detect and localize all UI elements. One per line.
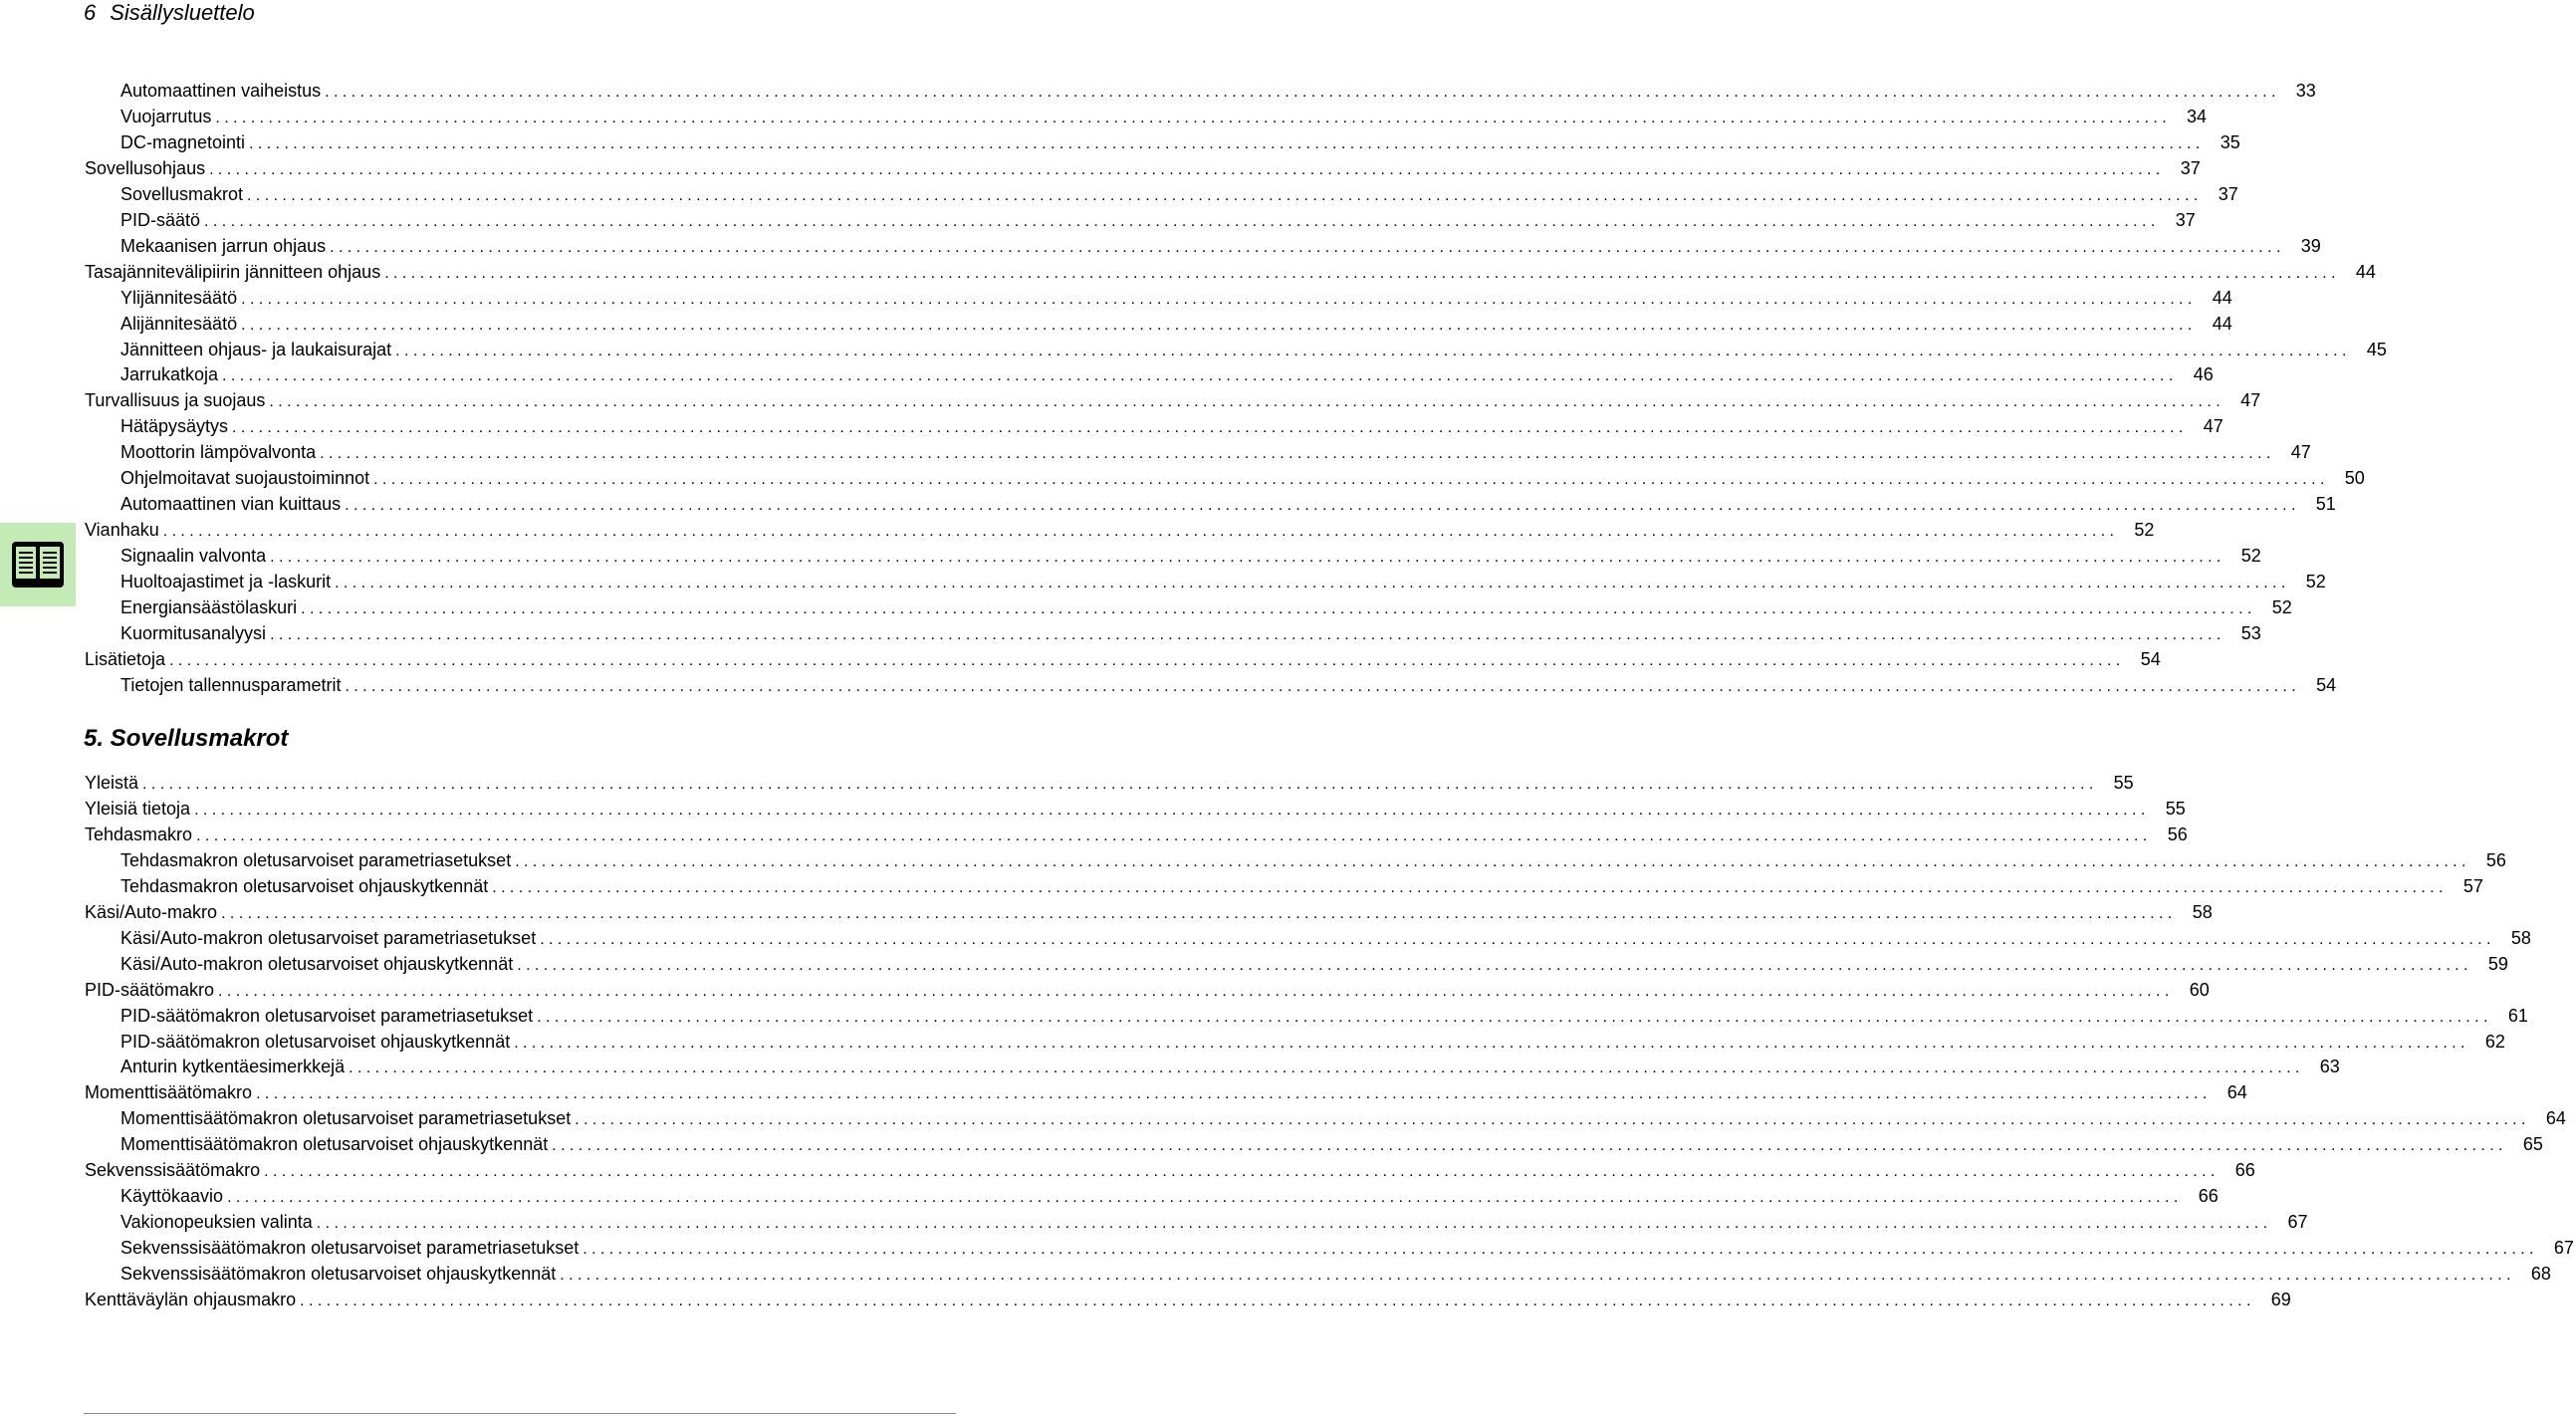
toc-entry-label: Kenttäväylän ohjausmakro	[85, 1290, 297, 1309]
toc-dot-leader: ..............................................................................................................................................................................................................................	[222, 367, 2178, 385]
toc-entry-page: 62	[2484, 1031, 2505, 1052]
toc-entry[interactable]	[120, 571, 2326, 592]
page-header	[84, 0, 255, 26]
toc-entry-label: Mekaanisen jarrun ohjaus	[120, 235, 327, 256]
toc-dot-leader: ..............................................................................................................................................................................................................................	[204, 212, 2160, 230]
toc-entry[interactable]	[120, 953, 2508, 975]
toc-entry-label: Hätäpysäytys	[120, 416, 229, 437]
toc-dot-leader: ..............................................................................................................................................................................................................................	[335, 575, 2290, 592]
toc-entry-label: Momenttisäätömakron oletusarvoiset ohjauskytkennät	[120, 1134, 549, 1155]
toc-entry-page: 64	[2545, 1108, 2566, 1129]
toc-entry[interactable]	[120, 596, 2292, 618]
toc-dot-leader: ..............................................................................................................................................................................................................................	[552, 1137, 2507, 1155]
toc-dot-leader: ..............................................................................................................................................................................................................................	[583, 1241, 2538, 1259]
toc-dot-leader: ..............................................................................................................................................................................................................................	[196, 826, 2152, 844]
toc-entry-page: 69	[2270, 1290, 2291, 1309]
toc-entry-label: Sovellusmakrot	[120, 183, 244, 204]
toc-entry-page: 66	[2234, 1160, 2255, 1181]
toc-entry-page: 33	[2295, 81, 2316, 101]
toc-entry[interactable]	[120, 545, 2261, 567]
toc-entry[interactable]	[85, 979, 2210, 1001]
toc-dot-leader: ..............................................................................................................................................................................................................................	[320, 445, 2275, 463]
toc-entry-label: Alijännitesäätö	[120, 313, 238, 334]
toc-dot-leader: ..............................................................................................................................................................................................................................	[373, 471, 2329, 489]
toc-entry-label: Vakionopeuksien valinta	[120, 1212, 313, 1233]
toc-dot-leader: ..............................................................................................................................................................................................................................	[575, 1111, 2530, 1129]
toc-dot-leader: ..............................................................................................................................................................................................................................	[218, 982, 2174, 1000]
page-title: Sisällysluettelo	[110, 0, 255, 25]
toc-entry-label: Tehdasmakron oletusarvoiset parametriasetukset	[120, 849, 512, 870]
toc-entry-page: 63	[2319, 1057, 2340, 1077]
toc-entry[interactable]	[120, 849, 2506, 871]
toc-entry-page: 66	[2198, 1186, 2219, 1207]
toc-entry-label: Vianhaku	[85, 520, 159, 541]
toc-entry-label: Vuojarrutus	[120, 106, 212, 126]
toc-dot-leader: ..............................................................................................................................................................................................................................	[247, 186, 2203, 204]
toc-dot-leader: ..............................................................................................................................................................................................................................	[325, 84, 2280, 101]
toc-entry[interactable]	[120, 415, 2224, 437]
toc-dot-leader: ..............................................................................................................................................................................................................................	[345, 497, 2300, 515]
toc-entry-label: Momenttisäätömakron oletusarvoiset parametriasetukset	[120, 1108, 572, 1129]
toc-entry-page: 53	[2240, 622, 2261, 643]
toc-dot-leader: ..............................................................................................................................................................................................................................	[232, 419, 2188, 437]
footer-rule	[84, 1413, 956, 1414]
toc-entry[interactable]	[120, 209, 2196, 231]
toc-entry-page: 52	[2240, 546, 2261, 567]
toc-entry-page: 68	[2530, 1264, 2551, 1285]
toc-dot-leader: ..............................................................................................................................................................................................................................	[345, 677, 2301, 695]
toc-dot-leader: ..............................................................................................................................................................................................................................	[241, 316, 2197, 334]
toc-dot-leader: ..............................................................................................................................................................................................................................	[537, 1008, 2492, 1026]
toc-entry[interactable]	[120, 80, 2316, 102]
toc-entry-label: PID-säätömakro	[85, 979, 215, 1000]
toc-entry-page: 37	[2218, 183, 2238, 204]
toc-entry-page: 59	[2487, 953, 2508, 974]
toc-entry-label: Jännitteen ohjaus- ja laukaisurajat	[120, 339, 392, 359]
toc-entry-page: 52	[2305, 572, 2326, 592]
toc-entry[interactable]	[120, 106, 2208, 127]
toc-dot-leader: ..............................................................................................................................................................................................................................	[249, 134, 2205, 152]
toc-entry-label: Sekvenssisäätömakron oletusarvoiset ohjauskytkennät	[120, 1264, 557, 1285]
toc-entry-label: Moottorin lämpövalvonta	[120, 442, 317, 463]
toc-entry-label: Automaattinen vaiheistus	[120, 81, 322, 101]
toc-entry-label: Energiansäästölaskuri	[120, 597, 298, 617]
toc-entry-page: 64	[2226, 1082, 2247, 1103]
toc-entry-label: Jarrukatkoja	[120, 364, 219, 385]
toc-dot-leader: ..............................................................................................................................................................................................................................	[142, 776, 2098, 793]
toc-entry-page: 65	[2522, 1134, 2543, 1155]
toc-entry-label: Yleisiä tietoja	[85, 798, 191, 819]
toc-entry-label: PID-säätömakron oletusarvoiset parametriasetukset	[120, 1005, 534, 1026]
toc-entry-label: Ylijännitesäätö	[120, 287, 238, 308]
toc-dot-leader: ..............................................................................................................................................................................................................................	[514, 1034, 2469, 1052]
toc-entry[interactable]	[85, 798, 2186, 820]
toc-entry[interactable]	[120, 339, 2387, 360]
toc-entry-page: 61	[2507, 1005, 2528, 1026]
toc-dot-leader: ..............................................................................................................................................................................................................................	[162, 523, 2119, 541]
toc-entry-label: Sovellusohjaus	[85, 157, 206, 178]
toc-entry[interactable]	[85, 157, 2201, 179]
toc-entry[interactable]	[120, 1056, 2340, 1077]
toc-entry[interactable]	[120, 674, 2337, 696]
toc-entry[interactable]	[85, 1289, 2291, 1310]
toc-entry[interactable]	[120, 1185, 2219, 1207]
toc-dot-leader: ..............................................................................................................................................................................................................................	[215, 109, 2172, 126]
page-number: 6	[84, 0, 97, 25]
book-tab[interactable]	[0, 523, 76, 606]
toc-dot-leader: ..............................................................................................................................................................................................................................	[316, 1215, 2272, 1233]
toc-entry[interactable]	[120, 1237, 2574, 1259]
toc-entry-label: Automaattinen vian kuittaus	[120, 494, 342, 515]
toc-entry[interactable]	[85, 1081, 2247, 1103]
toc-entry[interactable]	[120, 235, 2321, 257]
toc-entry-page: 44	[2212, 287, 2232, 308]
toc-entry-page: 44	[2355, 261, 2376, 282]
toc-entry-page: 52	[2134, 520, 2155, 541]
toc-entry-page: 47	[2203, 416, 2224, 437]
toc-entry-label: Tasajännitevälipiirin jännitteen ohjaus	[85, 261, 381, 282]
toc-entry-page: 39	[2300, 235, 2321, 256]
toc-entry[interactable]	[85, 261, 2376, 283]
toc-entry[interactable]	[120, 1107, 2566, 1129]
toc-entry-label: Tehdasmakron oletusarvoiset ohjauskytkennät	[120, 875, 489, 896]
toc-entry[interactable]	[120, 493, 2336, 515]
toc-dot-leader: ..............................................................................................................................................................................................................................	[269, 393, 2225, 411]
toc-entry-page: 55	[2165, 798, 2186, 819]
toc-dot-leader: ..............................................................................................................................................................................................................................	[517, 956, 2472, 974]
toc-entry-label: Ohjelmoitavat suojaustoiminnot	[120, 468, 370, 489]
toc-dot-leader: ..............................................................................................................................................................................................................................	[300, 1293, 2255, 1309]
toc-entry-label: Yleistä	[85, 773, 139, 793]
toc-entry[interactable]	[120, 1133, 2543, 1155]
toc-entry-page: 34	[2187, 106, 2208, 126]
toc-entry[interactable]	[120, 441, 2311, 463]
toc-dot-leader: ..............................................................................................................................................................................................................................	[492, 878, 2448, 896]
toc-entry-label: Turvallisuus ja suojaus	[85, 390, 266, 411]
toc-entry-page: 56	[2485, 849, 2506, 870]
toc-entry-page: 37	[2175, 209, 2196, 230]
toc-entry-page: 45	[2366, 339, 2387, 359]
toc-entry[interactable]	[120, 467, 2365, 489]
toc-entry[interactable]	[120, 875, 2483, 897]
toc-entry-page: 47	[2290, 442, 2311, 463]
toc-entry-page: 44	[2212, 313, 2232, 334]
toc-entry-page: 57	[2462, 875, 2483, 896]
toc-entry-label: Huoltoajastimet ja -laskurit	[120, 572, 332, 592]
toc-dot-leader: ..............................................................................................................................................................................................................................	[515, 852, 2470, 870]
toc-entry-label: Käsi/Auto-makro	[85, 901, 218, 922]
toc-dot-leader: ..............................................................................................................................................................................................................................	[560, 1267, 2515, 1285]
toc-entry-label: Momenttisäätömakro	[85, 1082, 253, 1103]
toc-entry[interactable]	[85, 1159, 2255, 1181]
toc-entry-label: Tehdasmakro	[85, 824, 193, 844]
toc-dot-leader: ..............................................................................................................................................................................................................................	[270, 549, 2225, 567]
toc-entry-page: 55	[2113, 773, 2134, 793]
toc-entry[interactable]	[120, 183, 2238, 205]
toc-entry-page: 67	[2553, 1238, 2574, 1259]
section-heading: 5. Sovellusmakrot	[84, 725, 289, 752]
toc-entry[interactable]	[120, 1031, 2505, 1053]
toc-entry[interactable]	[120, 1211, 2308, 1233]
toc-entry-page: 58	[2510, 927, 2531, 948]
toc-entry[interactable]	[85, 389, 2261, 411]
toc-entry[interactable]	[120, 313, 2232, 335]
toc-entry[interactable]	[85, 648, 2161, 670]
toc-dot-leader: ..............................................................................................................................................................................................................................	[301, 600, 2256, 617]
book-icon	[12, 542, 64, 588]
toc-entry-label: PID-säätö	[120, 209, 201, 230]
toc-dot-leader: ..............................................................................................................................................................................................................................	[169, 651, 2125, 669]
toc-dot-leader: ..............................................................................................................................................................................................................................	[256, 1085, 2212, 1103]
toc-entry-label: Sekvenssisäätömakron oletusarvoiset parametriasetukset	[120, 1238, 580, 1259]
toc-entry-label: Sekvenssisäätömakro	[85, 1160, 261, 1181]
toc-entry-label: DC-magnetointi	[120, 131, 246, 152]
toc-dot-leader: ..............................................................................................................................................................................................................................	[194, 801, 2150, 819]
toc-entry-page: 51	[2315, 494, 2336, 515]
toc-dot-leader: ..............................................................................................................................................................................................................................	[221, 904, 2177, 922]
toc-dot-leader: ..............................................................................................................................................................................................................................	[349, 1060, 2304, 1077]
toc-entry[interactable]	[85, 901, 2213, 923]
toc-entry[interactable]	[120, 1005, 2528, 1027]
toc-entry[interactable]	[120, 927, 2531, 949]
toc-entry-page: 56	[2167, 824, 2188, 844]
toc-entry-page: 50	[2344, 468, 2365, 489]
toc-entry-page: 37	[2180, 157, 2201, 178]
toc-entry-page: 47	[2240, 390, 2261, 411]
toc-entry-page: 60	[2189, 979, 2210, 1000]
toc-entry-label: Kuormitusanalyysi	[120, 622, 267, 643]
toc-entry-page: 67	[2287, 1212, 2308, 1233]
toc-entry[interactable]	[120, 1263, 2551, 1285]
toc-dot-leader: ..............................................................................................................................................................................................................................	[330, 238, 2285, 256]
toc-dot-leader: ..............................................................................................................................................................................................................................	[384, 264, 2340, 282]
toc-entry[interactable]	[120, 131, 2240, 153]
toc-entry[interactable]	[120, 363, 2214, 385]
toc-dot-leader: ..............................................................................................................................................................................................................................	[209, 160, 2165, 178]
toc-dot-leader: ..............................................................................................................................................................................................................................	[227, 1189, 2183, 1207]
toc-entry[interactable]	[85, 824, 2188, 845]
toc-entry-page: 35	[2220, 131, 2240, 152]
toc-dot-leader: ..............................................................................................................................................................................................................................	[540, 930, 2495, 948]
toc-dot-leader: ..............................................................................................................................................................................................................................	[264, 1163, 2220, 1181]
toc-entry[interactable]	[120, 287, 2232, 309]
toc-entry-page: 52	[2271, 597, 2292, 617]
toc-dot-leader: ..............................................................................................................................................................................................................................	[270, 625, 2225, 643]
toc-entry[interactable]	[85, 772, 2134, 794]
toc-entry-label: Käyttökaavio	[120, 1186, 224, 1207]
toc-dot-leader: ..............................................................................................................................................................................................................................	[395, 342, 2351, 359]
toc-entry[interactable]	[85, 519, 2155, 541]
toc-entry-page: 54	[2140, 648, 2161, 669]
toc-dot-leader: ..............................................................................................................................................................................................................................	[241, 290, 2197, 308]
toc-entry-page: 58	[2192, 901, 2213, 922]
toc-entry-label: Signaalin valvonta	[120, 546, 267, 567]
toc-entry-label: Tietojen tallennusparametrit	[120, 674, 342, 695]
toc-entry-page: 54	[2316, 674, 2337, 695]
toc-entry-label: Käsi/Auto-makron oletusarvoiset parametriasetukset	[120, 927, 537, 948]
toc-entry-label: Käsi/Auto-makron oletusarvoiset ohjauskytkennät	[120, 953, 514, 974]
toc-entry-label: Anturin kytkentäesimerkkejä	[120, 1057, 346, 1077]
toc-entry-page: 46	[2193, 364, 2214, 385]
toc-entry[interactable]	[120, 622, 2261, 644]
toc-entry-label: PID-säätömakron oletusarvoiset ohjauskytkennät	[120, 1031, 511, 1052]
toc-entry-label: Lisätietoja	[85, 648, 166, 669]
